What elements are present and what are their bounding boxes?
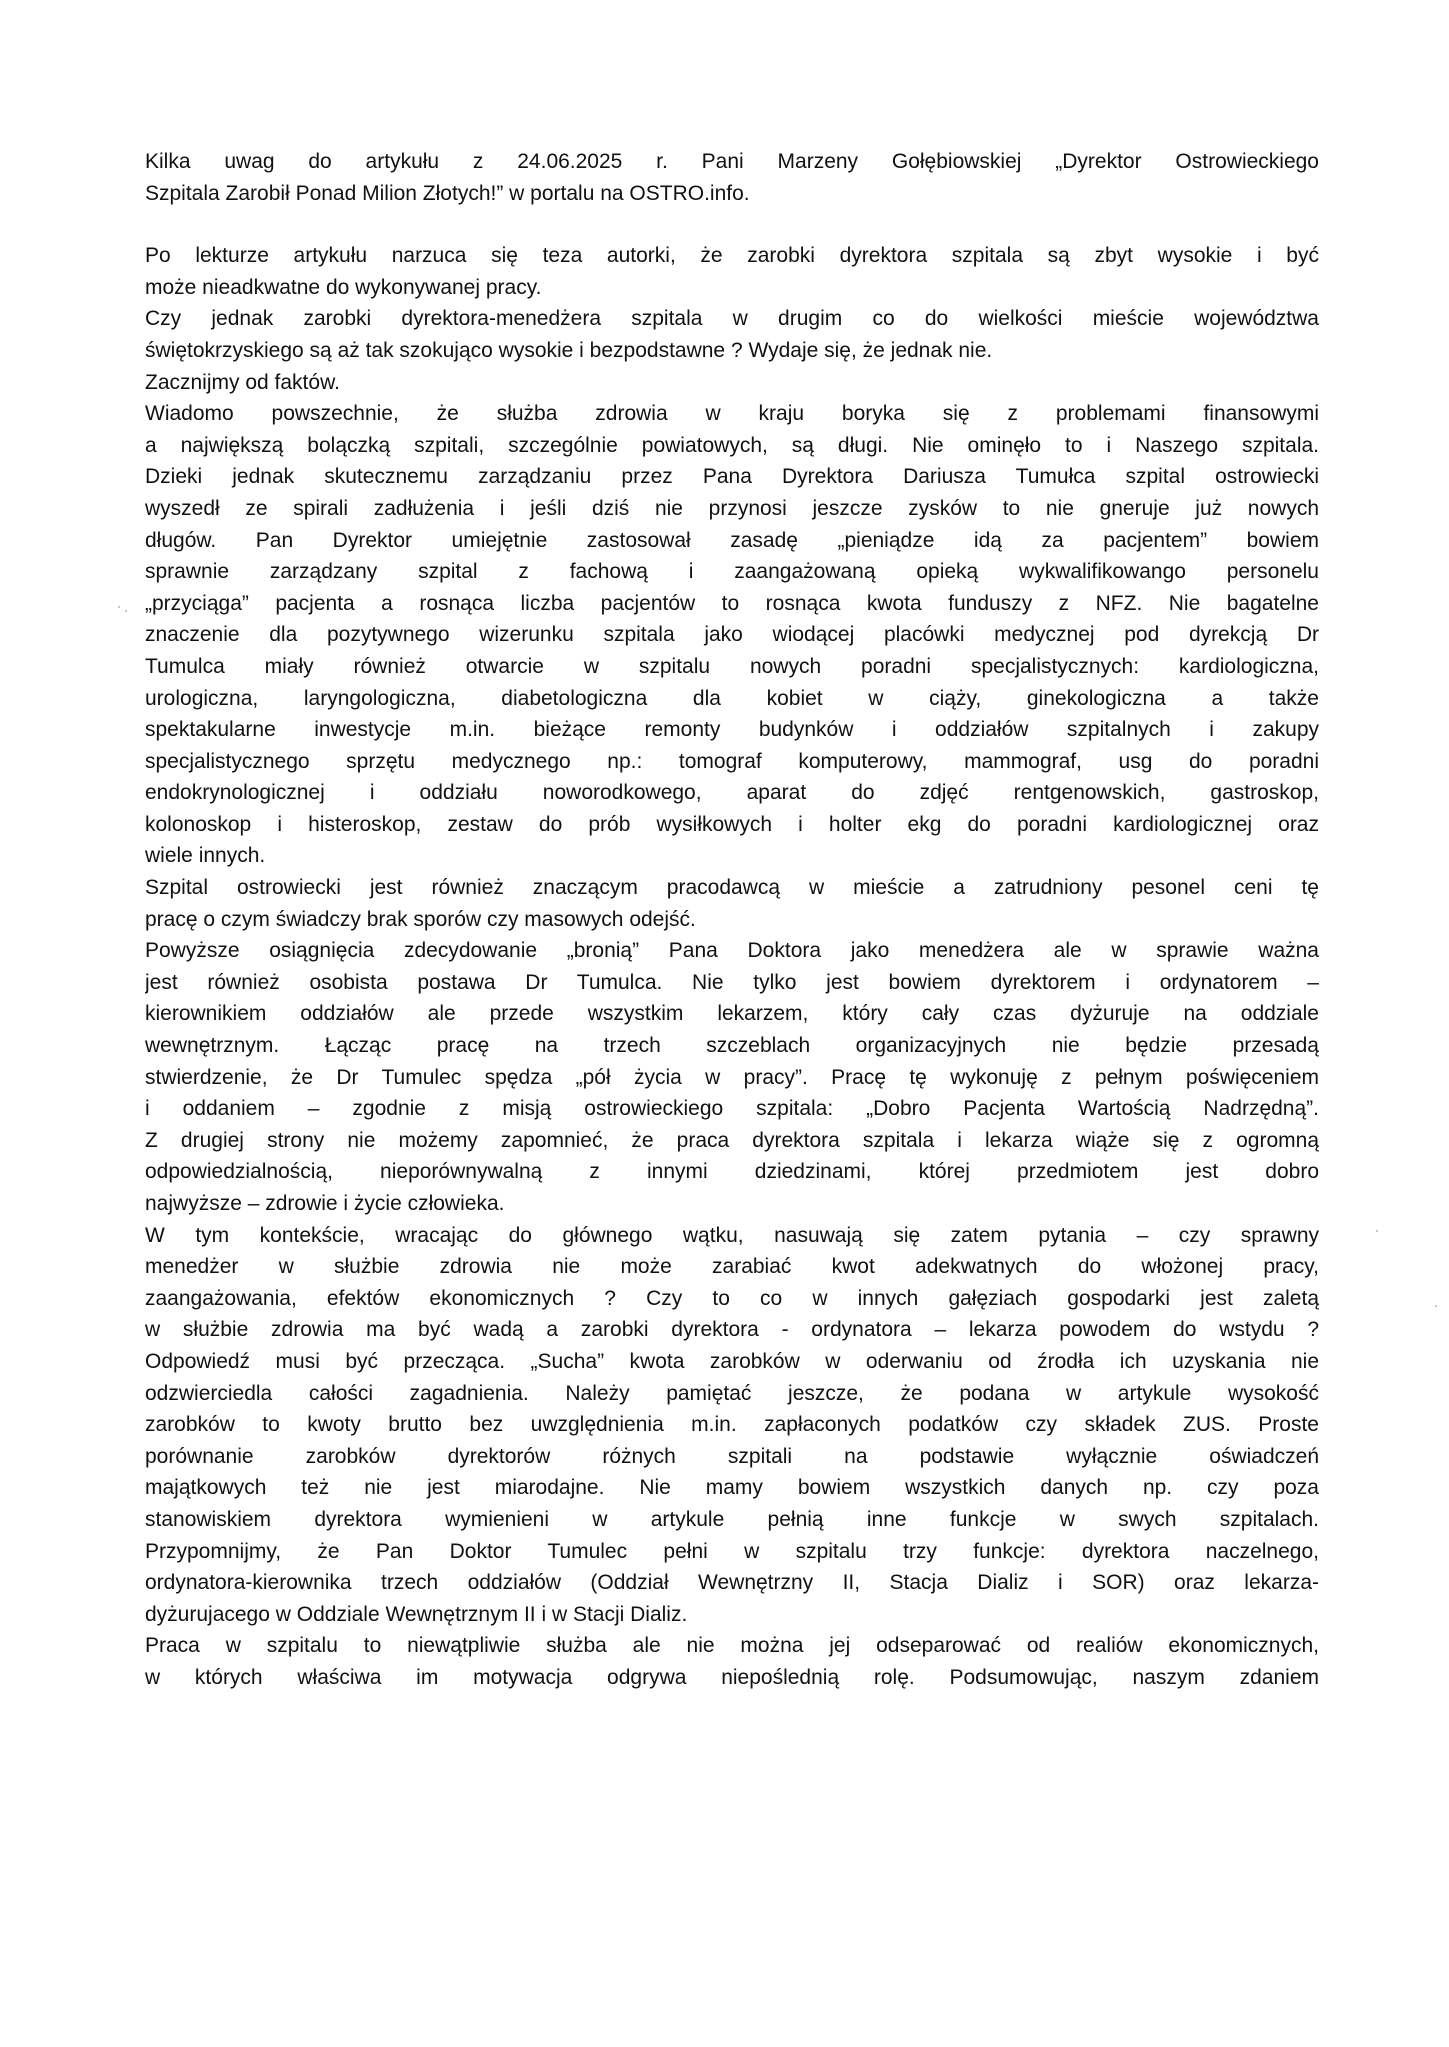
paragraph-employer	[145, 872, 1319, 935]
text-line: Szpital ostrowiecki jest również znaczącym pracodawcą w mieście a zatrudniony pesonel ceni tę	[145, 876, 1319, 900]
text-line: „przyciąga” pacjenta a rosnąca liczba pacjentów to rosnąca kwota funduszy z NFZ. Nie bagatelne	[145, 591, 1319, 615]
text-line: odzwierciedla całości zagadnienia. Należy pamiętać jeszcze, że podana w artykule wysokość	[145, 1381, 1319, 1405]
text-line: Z drugiej strony nie możemy zapomnieć, że praca dyrektora szpitala i lekarza wiąże się z ogromną	[145, 1128, 1319, 1152]
paragraph-conclusion	[145, 1630, 1319, 1693]
text-line: Odpowiedź musi być przecząca. „Sucha” kwota zarobków w oderwaniu od źrodła ich uzyskania nie	[145, 1349, 1319, 1373]
text-line: wiele innych.	[145, 844, 266, 868]
text-line: odpowiedzialnością, nieporównywalną z innymi dziedzinami, której przedmiotem jest dobro	[145, 1160, 1319, 1184]
text-line: Tumulca miały również otwarcie w szpitalu nowych poradni specjalistycznych: kardiologiczna,	[145, 654, 1319, 678]
text-line: kolonoskop i histeroskop, zestaw do prób wysiłkowych i holter ekg do poradni kardiologicznej oraz	[145, 812, 1319, 836]
text-line: Praca w szpitalu to niewątpliwie służba ale nie można jej odseparować od realiów ekonomicznych,	[145, 1634, 1319, 1658]
text-line: zaangażowania, efektów ekonomicznych ? Czy to co w innych gałęziach gospodarki jest zaletą	[145, 1286, 1319, 1310]
paragraph-questions	[145, 1220, 1319, 1631]
scan-artifact	[1435, 1305, 1437, 1307]
text-line: endokrynologicznej i oddziału noworodkowego, aparat do zdjęć rentgenowskich, gastroskop,	[145, 781, 1319, 805]
text-line: stwierdzenie, że Dr Tumulec spędza „pół życia w pracy”. Pracę tę wykonuję z pełnym poświęceniem	[145, 1065, 1319, 1089]
document-body	[145, 146, 1319, 1694]
text-line: spektakularne inwestycje m.in. bieżące remonty budynków i oddziałów szpitalnych i zakupy	[145, 718, 1319, 742]
text-line: sprawnie zarządzany szpital z fachową i zaangażowaną opieką wykwalifikowango personelu	[145, 560, 1319, 584]
text-line: długów. Pan Dyrektor umiejętnie zastosował zasadę „pieniądze idą za pacjentem” bowiem	[145, 528, 1319, 552]
text-line: w służbie zdrowia ma być wadą a zarobki dyrektora - ordynatora – lekarza powodem do wstydu ?	[145, 1318, 1319, 1342]
paragraph-intro	[145, 146, 1319, 209]
scan-artifact	[1376, 1230, 1378, 1232]
text-line: Szpitala Zarobił Ponad Milion Złotych!” w portalu na OSTRO.info.	[145, 181, 750, 205]
text-line: wewnętrznym. Łącząc pracę na trzech szczeblach organizacyjnych nie będzie przesadą	[145, 1034, 1319, 1058]
text-line: urologiczna, laryngologiczna, diabetologiczna dla kobiet w ciąży, ginekologiczna a także	[145, 686, 1319, 710]
text-line: najwyższe – zdrowie i życie człowieka.	[145, 1192, 505, 1215]
scan-artifact	[118, 606, 120, 608]
text-line: a największą bolączką szpitali, szczególnie powiatowych, są długi. Nie ominęło to i Naszego szpitala.	[145, 433, 1319, 457]
paragraph-facts	[145, 398, 1319, 872]
text-line: znaczenie dla pozytywnego wizerunku szpitala jako wiodącej placówki medycznej pod dyrekcją Dr	[145, 623, 1319, 647]
text-line: Wiadomo powszechnie, że służba zdrowia w kraju boryka się z problemami finansowymi	[145, 402, 1319, 426]
text-line: Po lekturze artykułu narzuca się teza autorki, że zarobki dyrektora szpitala są zbyt wysokie i być	[145, 244, 1319, 268]
text-line: w których właściwa im motywacja odgrywa niepoślednią rolę. Podsumowując, naszym zdaniem	[145, 1665, 1319, 1689]
text-line: może nieadkwatne do wykonywanej pracy.	[145, 275, 542, 299]
paragraph-achievements	[145, 935, 1319, 1219]
text-line: i oddaniem – zgodnie z misją ostrowieckiego szpitala: „Dobro Pacjenta Wartością Nadrzędną”.	[145, 1097, 1319, 1121]
text-line: Przypomnijmy, że Pan Doktor Tumulec pełni w szpitalu trzy funkcje: dyrektora naczelnego,	[145, 1539, 1319, 1563]
text-line: stanowiskiem dyrektora wymienieni w artykule pełnią inne funkcje w swych szpitalach.	[145, 1507, 1319, 1531]
paragraph-thesis	[145, 240, 1319, 398]
scan-artifact	[125, 610, 127, 612]
text-line: dyżurujacego w Oddziale Wewnętrznym II i w Stacji Dializ.	[145, 1602, 688, 1626]
text-line: świętokrzyskiego są aż tak szokująco wysokie i bezpodstawne ? Wydaje się, że jednak nie.	[145, 338, 993, 362]
text-line: majątkowych też nie jest miarodajne. Nie mamy bowiem wszystkich danych np. czy poza	[145, 1476, 1319, 1500]
text-line: Zacznijmy od faktów.	[145, 370, 340, 394]
text-line: pracę o czym świadczy brak sporów czy masowych odejść.	[145, 907, 696, 931]
text-line: menedżer w służbie zdrowia nie może zarabiać kwot adekwatnych do włożonej pracy,	[145, 1255, 1319, 1279]
text-line: Kilka uwag do artykułu z 24.06.2025 r. Pani Marzeny Gołębiowskiej „Dyrektor Ostrowieckiego	[145, 150, 1319, 173]
text-line: jest również osobista postawa Dr Tumulca. Nie tylko jest bowiem dyrektorem i ordynatorem –	[145, 970, 1319, 994]
text-line: zarobków to kwoty brutto bez uwzględnienia m.in. zapłaconych podatków czy składek ZUS. Proste	[145, 1413, 1319, 1437]
text-line: kierownikiem oddziałów ale przede wszystkim lekarzem, który cały czas dyżuruje na oddziale	[145, 1002, 1319, 1026]
paragraph-gap	[145, 209, 1319, 240]
text-line: wyszedł ze spirali zadłużenia i jeśli dziś nie przynosi jeszcze zysków to nie gneruje już nowych	[145, 496, 1319, 520]
text-line: Czy jednak zarobki dyrektora-menedżera szpitala w drugim co do wielkości mieście województwa	[145, 307, 1319, 331]
text-line: W tym kontekście, wracając do głównego wątku, nasuwają się zatem pytania – czy sprawny	[145, 1223, 1319, 1247]
text-line: Dzieki jednak skutecznemu zarządzaniu przez Pana Dyrektora Dariusza Tumułca szpital ostrowiecki	[145, 465, 1319, 489]
text-line: porównanie zarobków dyrektorów różnych szpitali na podstawie wyłącznie oświadczeń	[145, 1444, 1319, 1468]
text-line: specjalistycznego sprzętu medycznego np.: tomograf komputerowy, mammograf, usg do poradni	[145, 749, 1319, 773]
text-line: Powyższe osiągnięcia zdecydowanie „bronią” Pana Doktora jako menedżera ale w sprawie ważna	[145, 939, 1319, 963]
text-line: ordynatora-kierownika trzech oddziałów (Oddział Wewnętrzny II, Stacja Dializ i SOR) oraz lekarza-	[145, 1571, 1319, 1595]
